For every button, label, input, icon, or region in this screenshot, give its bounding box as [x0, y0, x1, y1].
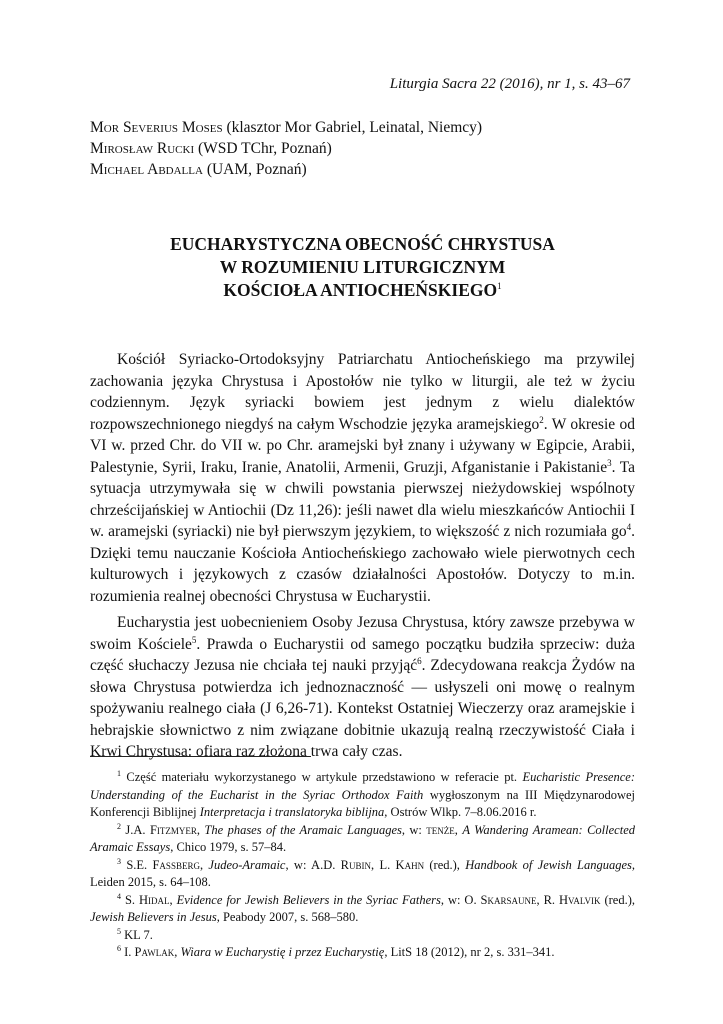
paragraph-text: Eucharystia jest uobecnieniem Osoby Jezusa Chrystusa, który zawsze przebywa w swoim Kościele [90, 614, 635, 653]
footnote-text: Część materiału wykorzystanego w artykule przedstawiono w referacie pt. [121, 770, 523, 784]
footnote-author: Hvalvik [558, 892, 601, 907]
footnote-ref[interactable]: 1 [497, 281, 502, 291]
footnote-author: Skarsaune [480, 892, 537, 907]
author-name: Michael Abdalla [90, 161, 203, 178]
footnote-text: , w: [401, 822, 427, 837]
title-line-text: KOŚCIOŁA ANTIOCHEŃSKIEGO [223, 280, 498, 300]
footnote-text: wygłoszonym na III Międzynarodowej Konferencji Biblijnej [90, 787, 635, 819]
footnote-text: , [199, 857, 209, 872]
footnote-ref[interactable]: 4 [626, 522, 632, 532]
footnote [90, 769, 635, 822]
footnote-text: , [196, 822, 205, 837]
footnote-number: 6 [117, 944, 121, 953]
author-line [90, 117, 635, 138]
footnote-text: Evidence for Jewish Believers in the Syriac Fathers [176, 892, 441, 907]
article-title [90, 233, 635, 302]
footnote-number: 3 [117, 856, 121, 866]
paragraph-text: . Zdecydowana reakcja Żydów na słowa Chrystusa potwierdza ich jednoznaczność — usłyszeli oni mowę o realnym spożywaniu realnego ciała (J 6,26-71). Kontekst Ostatniej Wieczerzy oraz aramejskie i hebrajskie słownictwo z nim związane dobitnie ukazują realną rzeczywistość Ciała i Krwi Chrystusa: ofiara raz złożona trwa cały czas. [90, 657, 635, 760]
footnote [90, 944, 635, 962]
journal-header: Liturgia Sacra 22 (2016), nr 1, s. 43–67 [389, 76, 630, 92]
footnote-ref[interactable]: 3 [607, 457, 612, 468]
footnote-text: S. [121, 892, 139, 907]
footnotes [90, 769, 635, 962]
footnote-text: , Chico 1979, s. 57–84. [170, 840, 287, 854]
title-line: EUCHARYSTYCZNA OBECNOŚĆ CHRYSTUSA [170, 234, 555, 254]
footnote-text: The phases of the Aramaic Languages [204, 822, 402, 837]
footnote-text: Jewish Believers in Jesus [90, 910, 217, 924]
footnote-author: Fassberg [152, 857, 200, 872]
footnote-text: (red.), [424, 857, 466, 872]
body-paragraph [90, 349, 635, 607]
footnote-ref[interactable]: 6 [417, 656, 422, 666]
paragraph-text: . Dzięki temu nauczanie Kościoła Antiocheńskiego zachowało wiele pierwotnych cech kulturowych i językowych z czasów działalności Apostołów. Dotyczy to m.in. rozumienia realnej obecności Chrystusa w Eucharystii. [90, 523, 635, 605]
author-name: Mirosław Rucki [90, 140, 195, 157]
footnote-number: 2 [117, 821, 121, 831]
footnote-text: , R. [536, 892, 559, 907]
footnote-divider [90, 756, 311, 757]
footnote-text: J.A. [121, 822, 150, 837]
footnote-author: Fitzmyer [149, 822, 197, 837]
footnote-ref[interactable]: 2 [539, 414, 544, 425]
footnote-author: Rubin [340, 857, 372, 872]
footnote-author: Kahn [395, 857, 425, 872]
footnote-text: , L. [371, 857, 396, 872]
footnote-text: , LitS 18 (2012), nr 2, s. 331–341. [384, 945, 555, 959]
footnote-text: S.E. [121, 857, 153, 872]
footnote [90, 927, 635, 945]
footnote-author: tenże [426, 822, 455, 837]
title-line [90, 279, 635, 302]
footnote-number: 5 [117, 926, 121, 936]
footnote-text: , Peabody 2007, s. 568–580. [216, 910, 359, 924]
footnote-text: , [454, 822, 463, 837]
paragraph-text: . Prawda o Eucharystii od samego początku budziła sprzeciw: duża część słuchaczy Jezusa nie chciała tej nauki przyjąć [90, 635, 635, 674]
body-paragraph [90, 612, 635, 763]
footnote-text: A Wandering Aramean: Collected Aramaic Essays [90, 822, 635, 854]
footnote-text: , [174, 945, 181, 959]
footnote-text: , [169, 892, 177, 907]
footnote-text: Interpretacja i translatoryka biblijna [199, 805, 385, 819]
footnote-text: Leiden 2015, s. 64–108. [90, 875, 211, 889]
footnote-text: Wiara w Eucharystię i przez Eucharystię [180, 945, 385, 959]
author-list [90, 117, 635, 180]
paragraph-text: . W okresie od VI w. przed Chr. do VII w. po Chr. aramejski był znany i używany w Egipcie, Arabii, Palestynie, Syrii, Iraku, Iranie, Anatolii, Armenii, Gruzji, Afganistanie i Pakistanie [90, 415, 635, 476]
footnote-text: Handbook of Jewish Languages, [465, 857, 636, 872]
footnote-text: Eucharistic Presence: Understanding of the Eucharist in the Syriac Orthodox Faith [90, 770, 635, 802]
footnote-number: 1 [117, 769, 121, 778]
footnote-author: Pawlak [134, 945, 175, 959]
article-body [90, 349, 635, 763]
author-affiliation: (WSD TChr, Poznań) [194, 140, 332, 157]
paragraph-text: Kościół Syriacko-Ortodoksyjny Patriarchatu Antiocheńskiego ma przywilej zachowania języka Chrystusa i Apostołów nie tylko w liturgii, ale też w życiu codziennym. Język syriacki bowiem jest jednym z wielu dialektów rozpowszechnionego niegdyś na całym Wschodzie języka aramejskiego [90, 351, 635, 433]
author-line [90, 159, 635, 180]
footnote-text: I. [121, 945, 135, 959]
title-line: W ROZUMIENIU LITURGICZNYM [219, 257, 506, 277]
footnote-text: Judeo-Aramaic [208, 857, 286, 872]
footnote [90, 822, 635, 857]
footnote-text: (red.), [600, 892, 636, 907]
author-affiliation: (klasztor Mor Gabriel, Leinatal, Niemcy) [222, 119, 483, 136]
author-affiliation: (UAM, Poznań) [202, 161, 307, 178]
footnote-number: 4 [117, 891, 121, 901]
footnote-text: , w: O. [440, 892, 481, 907]
footnote [90, 857, 635, 892]
author-line [90, 138, 635, 159]
footnote-ref[interactable]: 5 [191, 634, 197, 645]
footnote-text: , w: A.D. [285, 857, 341, 872]
author-name: Mor Severius Moses [90, 119, 223, 136]
footnote [90, 892, 635, 927]
paragraph-text: . Ta sytuacja utrzymywała się w chwili powstania pierwszej nieżydowskiej wspólnoty chrześcijańskiej w Antiochii (Dz 11,26): jeśli nawet dla wielu mieszkańców Antiochii I w. aramejski (syriacki) nie był pierwszym językiem, to większość z nich rozumiała go [90, 458, 635, 540]
footnote-author: Hidal [138, 892, 170, 907]
footnote-text: , Ostrów Wlkp. 7–8.06.2016 r. [384, 805, 537, 819]
footnote-text: KL 7. [121, 927, 153, 942]
